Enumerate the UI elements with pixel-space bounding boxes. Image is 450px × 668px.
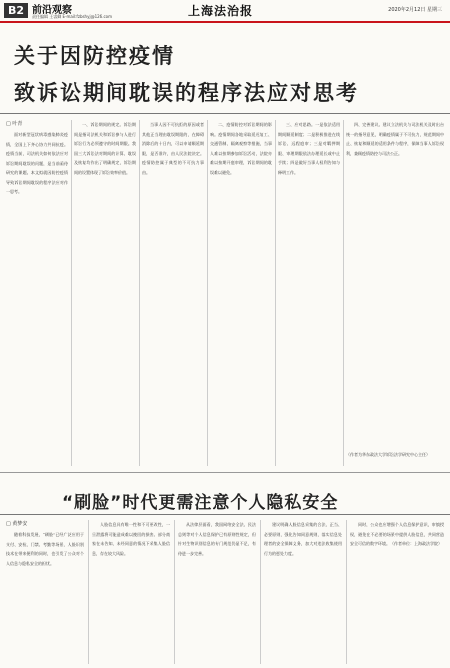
article-divider [0, 472, 450, 473]
article2-column-1: 随着科技发展，“刷脸”已经广泛应用于支付、安检、门禁、考勤等场景，人脸识别技术在带来便利的同时，也引发了公众对个人信息与隐私安全的担忧。 [6, 532, 84, 566]
column-divider [275, 120, 276, 466]
article1-author-note: （作者为华东政法大学诉讼法学研究中心主任） [346, 452, 430, 457]
article1-column-2: 一、诉讼期间的规定。诉讼期间是指司法机关和诉讼参与人进行诉讼行为必须遵守的时间期限。我国三大诉讼法对期间的计算、耽误及恢复均作出了明确规定，诉讼期间的设置体现了诉讼效率价值。 [74, 122, 136, 175]
column-divider [88, 520, 89, 664]
article2-column-4: 建议明确人脸信息采集的合法、正当、必要原则，强化告知同意规则，落实信息处理者的安全保障义务，加大对违法收集使用行为的惩处力度。 [264, 522, 342, 556]
title-divider [0, 113, 450, 114]
article1-column-6: 四、完善建议。建议立法机关与司法机关及时出台统一的指导意见，明确疫情属于不可抗力，规范期间中止、恢复和顺延的适用条件与程序，保障当事人诉讼权利，兼顾疫情防控与司法公正。 [346, 122, 444, 156]
article1-column-1: 面对新型冠状病毒感染肺炎疫情，全国上下齐心协力共同抗疫。疫情当前，司法机关如何依法应对诉讼期间耽误的问题，是当前亟待研究的课题。本文拟就因防控疫情导致诉讼期间耽误的程序法应对作一思考。 [6, 132, 68, 194]
article1-column-4: 二、疫情防控对诉讼期间的影响。疫情期间各地采取延迟复工、交通管制、隔离观察等措施，当事人难以按期参加诉讼活动，法院亦难以按期开庭审理，诉讼期间的耽误难以避免。 [210, 122, 272, 175]
article1-title-line1: 关于因防控疫情 [14, 44, 175, 68]
article1-title-line2: 致诉讼期间耽误的程序法应对思考 [14, 81, 359, 105]
section-title: 前沿观察 [32, 5, 72, 16]
article2-column-5: 同时，公众也应增强个人信息保护意识，审慎授权，避免在不必要的场景中提供人脸信息，共同营造安全可信的数字环境。（作者单位：上海政法学院） [350, 522, 444, 546]
article1-column-5: 三、应对思路。一是依法适用期间顺延制度；二是积极推进在线诉讼、远程庭审；三是对羁押期限、审理期限依法办理延长或中止手续；四是做好当事人权利告知与释明工作。 [278, 122, 340, 175]
article1-author: □ 叶青 [6, 121, 23, 127]
column-divider [260, 520, 261, 664]
article2-column-2: 人脸信息具有唯一性和不可更改性，一旦泄露将可能造成难以挽回的损害。部分商家在未告知、未经同意的情况下采集人脸信息，存在较大风险。 [92, 522, 170, 556]
column-divider [346, 520, 347, 664]
newspaper-masthead: 上海法治报 [188, 4, 254, 18]
article2-author: □ 黄梦安 [6, 521, 28, 527]
column-divider [139, 120, 140, 466]
article2-column-3: 从法律层面看，我国网络安全法、民法总则等对个人信息保护已有原则性规定，但针对生物识别信息的专门规范仍显不足，有待进一步完善。 [178, 522, 256, 556]
issue-date: 2020年2月12日 星期三 [388, 7, 442, 13]
column-divider [71, 120, 72, 466]
article2-title-divider [0, 514, 450, 515]
column-divider [174, 520, 175, 664]
page-header [0, 0, 450, 22]
column-divider [343, 120, 344, 466]
column-divider [207, 120, 208, 466]
header-divider [0, 21, 450, 23]
page-number: B2 [4, 3, 28, 18]
editor-credits: 责任编辑 王睿卿 E-mail:fzbshyj@126.com [32, 14, 113, 19]
article2-title: “刷脸”时代更需注意个人隐私安全 [62, 493, 339, 513]
article1-column-3: 当事人因不可抗拒的原因或者其他正当理由耽误期限的，在障碍消除后的十日内，可以申请顺延期限，是否准许，由人民法院决定。疫情防控属于典型的不可抗力事由。 [142, 122, 204, 175]
